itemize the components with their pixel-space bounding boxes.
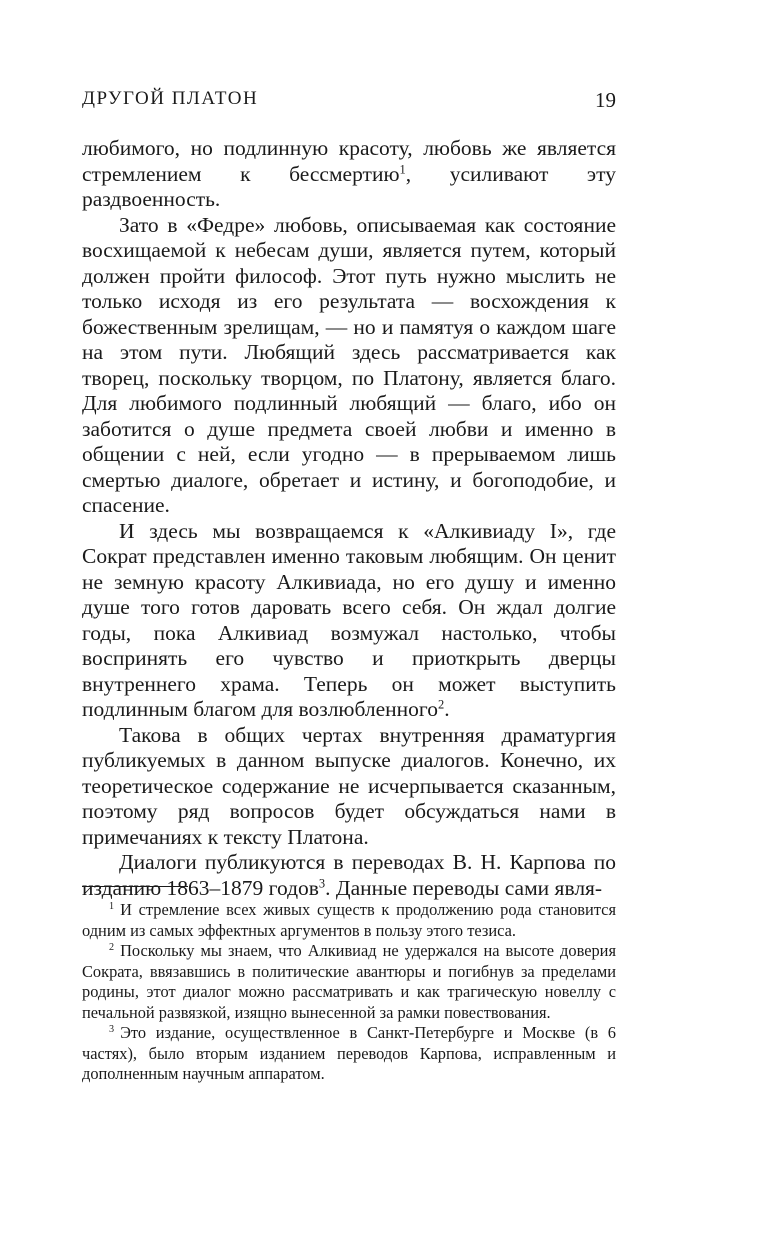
footnote-ref-3: 3: [318, 875, 326, 890]
page-number: 19: [595, 88, 616, 112]
footnote-text-1: И стремление всех живых существ к продолжению рода становится одним из самых эффектных аргументов в пользу этого тезиса.: [82, 900, 616, 940]
footnote-ref-2: 2: [437, 697, 445, 712]
main-text: [82, 136, 616, 901]
paragraph-4: Такова в общих чертах внутренняя драматургия публикуемых в данном выпуске диалогов. Конечно, их теоретическое содержание не исчерпывается сказанным, поэтому ряд вопросов будет обсуждаться нами в примечаниях к тексту Платона.: [82, 722, 616, 849]
footnote-mark-1: 1: [109, 901, 115, 913]
paragraph-2: Зато в «Федре» любовь, описываемая как состояние восхищаемой к небесам души, является путем, который должен пройти философ. Этот путь нужно мыслить не только исходя из его результата — восхождения к божественным зрелищам, — но и памятуя о каждом шаге на этом пути. Любящий здесь рассматривается как творец, поскольку творцом, по Платону, является благо. Для любимого подлинный любящий — благо, ибо он заботится о душе предмета своей любви и именно в общении с ней, если угодно — в прерываемом лишь смертью диалоге, обретает и истину, и богоподобие, и спасение.: [82, 212, 616, 517]
footnote-text-3: Это издание, осуществленное в Санкт-Петербурге и Москве (в 6 частях), было вторым изданием переводов Карпова, исправленным и дополненным научным аппаратом.: [82, 1023, 616, 1083]
paragraph-3-text: И здесь мы возвращаемся к «Алкивиаду I», где Сократ представлен именно таковым любящим. Он ценит не земную красоту Алкивиада, но его душу и именно душе того готов даровать всего себя. Он ждал долгие годы, пока Алкивиад возмужал настолько, чтобы воспринять его чувство и приоткрыть дверцы внутреннего храма. Теперь он может выступить подлинным благом для возлюбленного: [82, 518, 616, 721]
paragraph-1-text: любимого, но подлинную красоту, любовь же является стремлением к бессмертию: [82, 136, 616, 186]
footnote-3: [82, 1023, 616, 1085]
footnote-2: [82, 941, 616, 1023]
page-header: [82, 88, 616, 118]
running-title: ДРУГОЙ ПЛАТОН: [82, 88, 259, 109]
footnote-ref-1: 1: [399, 161, 406, 176]
paragraph-1-tail: , усиливают эту раздвоенность.: [82, 161, 616, 211]
paragraph-5-text: Диалоги публикуются в переводах В. Н. Карпова по изданию 1863–1879 годов: [82, 850, 616, 900]
footnote-mark-3: 3: [109, 1024, 115, 1036]
footnote-mark-2: 2: [109, 942, 115, 954]
paragraph-5-tail: . Данные переводы сами явля-: [325, 875, 603, 900]
paragraph-3: [82, 519, 616, 723]
footnotes: [82, 900, 616, 1085]
paragraph-1: [82, 136, 616, 213]
footnote-text-2: Поскольку мы знаем, что Алкивиад не удержался на высоте доверия Сократа, ввязавшись в политические авантюры и погибнув за пределами родины, этот диалог можно рассматривать и как трагическую новеллу с печальной развязкой, изящно вынесенной за рамки повествования.: [82, 941, 616, 1022]
footnote-divider: [82, 886, 188, 887]
footnote-1: [82, 900, 616, 941]
paragraph-5: [82, 850, 616, 901]
paragraph-3-tail: .: [444, 697, 450, 721]
